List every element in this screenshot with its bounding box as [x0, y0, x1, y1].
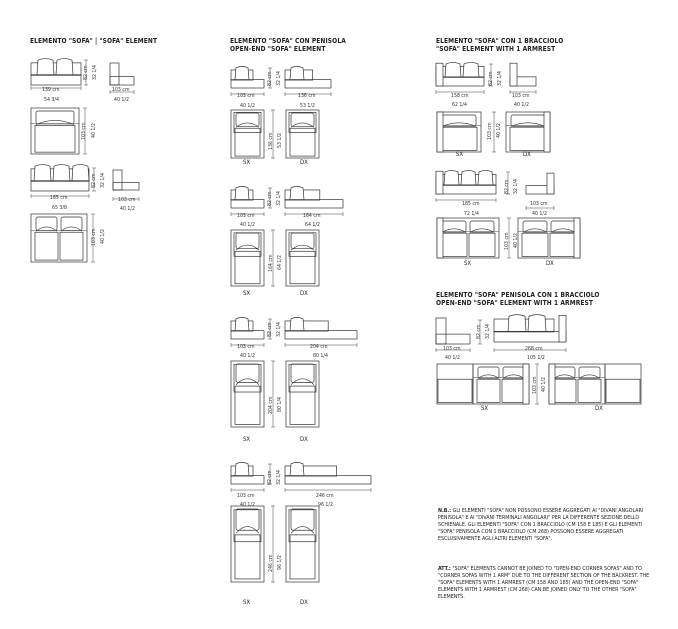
sofa-b-plan-seat — [35, 232, 58, 260]
pen-b-plan-sx-pillow — [236, 233, 259, 249]
dim-pen-b-width-in: 64 1/2 — [305, 222, 320, 228]
dim-br-a-width: 158 cm — [451, 93, 469, 99]
br-b-front-cushion — [478, 170, 493, 184]
dim-sofa-a-height-in: 32 1/4 — [92, 65, 98, 80]
dim-br-b-depth: 103 cm — [530, 201, 548, 207]
dim-pen-b-width: 164 cm — [303, 213, 321, 219]
label-br-b-sx: SX — [464, 260, 472, 267]
dim-pb-height: 82 cm — [476, 324, 482, 339]
dim-pen-d-plan-in: 96 1/2 — [277, 555, 283, 570]
dim-pb-height-in: 32 1/4 — [485, 324, 491, 339]
dim-sofa-b-depth-in: 40 1/2 — [120, 206, 135, 212]
pen-c-plan-sx-cushion — [236, 379, 259, 385]
sofa-b-plan-pillow — [61, 217, 82, 230]
pen-a-side-base — [231, 80, 264, 88]
pen-b-plan-sx-cushion — [236, 245, 259, 250]
br-a-plan-dx-arm — [544, 112, 550, 152]
dim-br-a-plan-in: 40 1/2 — [496, 123, 502, 138]
pb-front-arm — [559, 315, 566, 342]
dim-br-a-plan: 103 cm — [487, 122, 493, 140]
dim-br-b-height: 82 cm — [504, 179, 510, 194]
pb-plan-dx-arm — [549, 364, 555, 404]
dim-pb-depth: 103 cm — [443, 346, 461, 352]
dim-pen-d-plan: 246 cm — [268, 554, 274, 572]
pen-d-plan-sx-cush — [234, 510, 261, 542]
br-b-plan-sx-seat — [441, 233, 467, 256]
section-title-penisola-bracciolo-it: ELEMENTO "SOFA" PENISOLA CON 1 BRACCIOLO — [436, 291, 600, 299]
section-title-penisola-it: ELEMENTO "SOFA" CON PENISOLA — [230, 37, 346, 45]
pb-plan-sx-arm — [523, 364, 529, 404]
sofa-b-side-back — [113, 170, 122, 190]
pen-b-plan-dx-cush — [289, 233, 316, 257]
dim-sofa-b-height: 82 cm — [91, 173, 97, 188]
label-pen-c-dx: DX — [300, 436, 308, 443]
br-b-plan-sx-arm — [437, 218, 443, 258]
note-it-text: GLI ELEMENTI "SOFA" NON POSSONO ESSERE AGGREGATI AI "DIVANI ANGOLARI PENISOLA" E AI "DIVANI TERMINALI ANGOLARI" PER LA DIFFERENTE SEZIONE DELLO SCHIENALE. GLI ELEMENTI "SOFA" CON 1 BRACCIOLO (CM 158 E 185) E GLI ELEMENTI "SOFA" PENISOLA CON 1 BRACCIOLO (CM 268) POSSONO ESSERE AGGREGATI ESCLUSIVAMENTE AGLI ALTRI ELEMENTI "SOFA". — [438, 508, 644, 542]
dim-pen-a-width: 136 cm — [298, 93, 316, 99]
dim-pen-b-plan: 164 cm — [268, 254, 274, 272]
dim-pen-d-width: 246 cm — [316, 493, 334, 499]
br-a-plan-sx-seat — [441, 127, 477, 150]
pen-c-front-cushion — [290, 317, 304, 330]
pb-plan-dx-seat — [578, 379, 601, 402]
sofa-a-front-cushion — [56, 59, 73, 75]
label-pen-d-sx: SX — [243, 599, 251, 606]
dim-br-b-width: 185 cm — [462, 201, 480, 207]
br-b-plan-dx-seat — [550, 233, 576, 256]
pen-a-plan-sx-pillow — [236, 113, 259, 126]
pb-side-base — [436, 334, 470, 344]
dim-pen-b-height: 82 cm — [267, 191, 273, 206]
pb-plan-dx-outline — [549, 364, 605, 404]
pen-b-front-cushion — [290, 186, 304, 199]
br-a-front-arm — [436, 63, 443, 86]
section-title-bracciolo-en: "SOFA" ELEMENT WITH 1 ARMREST — [436, 45, 556, 53]
pen-a-side-cushion — [235, 66, 249, 79]
pen-a-plan-dx-cush — [289, 112, 316, 132]
dim-pen-c-width-in: 80 1/4 — [313, 353, 328, 359]
dim-pen-b-depth: 103 cm — [237, 213, 255, 219]
dim-pb-plan: 103 cm — [532, 376, 538, 394]
section-title-penisola-bracciolo-en: OPEN-END "SOFA" ELEMENT WITH 1 ARMREST — [436, 299, 594, 307]
dim-sofa-a-height: 82 cm — [83, 65, 89, 80]
dim-pen-a-depth-in: 40 1/2 — [240, 103, 255, 109]
dim-pen-a-depth: 103 cm — [237, 93, 255, 99]
pen-c-plan-dx-cush — [289, 364, 316, 392]
sofa-b-plan-seat — [60, 232, 83, 260]
section-title-sofa: ELEMENTO "SOFA" | "SOFA" ELEMENT — [30, 37, 158, 45]
dim-br-b-depth-in: 40 1/2 — [532, 211, 547, 217]
br-a-plan-dx-seat — [510, 127, 546, 150]
pen-c-plan-dx-pillow — [291, 364, 314, 382]
dim-sofa-a-depth-in: 40 1/2 — [114, 97, 129, 103]
dim-pen-b-height-in: 32 1/4 — [276, 191, 282, 206]
dim-br-a-height: 82 cm — [488, 71, 494, 86]
dim-br-a-depth-in: 40 1/2 — [514, 102, 529, 108]
pen-a-plan-dx-pillow — [291, 113, 314, 126]
dim-pen-a-plan-in: 53 1/2 — [277, 133, 283, 148]
pen-d-plan-dx-pillow — [291, 509, 314, 530]
dim-pen-c-plan-in: 80 1/4 — [277, 397, 283, 412]
dim-pb-plan-in: 40 1/2 — [541, 377, 547, 392]
br-b-plan-sx-seat — [469, 233, 495, 256]
br-a-plan-sx-outline — [437, 112, 481, 152]
br-b-side-arm — [547, 173, 554, 194]
pen-c-plan-dx-cushion — [291, 379, 314, 385]
dim-sofa-b-plan-depth: 103 cm — [91, 228, 97, 246]
dim-pb-width: 268 cm — [525, 346, 543, 352]
br-b-front-base — [436, 185, 496, 194]
sofa-a-side-base — [110, 77, 134, 85]
dim-pen-c-height: 82 cm — [267, 322, 273, 337]
note-en — [438, 566, 650, 601]
dim-sofa-b-depth: 103 cm — [118, 197, 136, 203]
note-en-label: ATT.: — [438, 566, 451, 572]
dim-sofa-b-plan-depth-in: 40 1/2 — [100, 229, 106, 244]
dim-br-a-depth: 103 cm — [512, 93, 530, 99]
dim-sofa-a-width: 139 cm — [42, 87, 60, 93]
pen-c-plan-sx-cush — [234, 364, 261, 392]
dim-br-a-height-in: 32 1/4 — [497, 71, 503, 86]
pen-d-plan-dx-cush — [289, 510, 316, 542]
br-a-plan-sx-arm — [437, 112, 443, 152]
dim-pen-a-width-in: 53 1/2 — [300, 103, 315, 109]
dim-sofa-b-width: 165 cm — [50, 195, 68, 201]
section-title-penisola-en: OPEN-END "SOFA" ELEMENT — [230, 45, 326, 53]
label-pb-sx: SX — [481, 405, 489, 412]
pen-c-side-cushion — [235, 317, 249, 330]
dim-pen-c-depth-in: 40 1/2 — [240, 353, 255, 359]
sofa-b-side-base — [113, 182, 139, 190]
br-a-side-arm — [510, 63, 517, 86]
br-b-plan-dx-outline — [518, 218, 580, 258]
pen-c-plan-sx-pillow — [236, 364, 259, 382]
dim-br-b-width-in: 72 1/4 — [464, 211, 479, 217]
note-en-text: "SOFA" ELEMENTS CANNOT BE JOINED TO "OPEN-END CORNER SOFAS" AND TO "CORNER SOFAS WITH 1 ARM" DUE TO THE DIFFERENT SECTION OF THE BACKREST. THE "SOFA" ELEMENTS WITH 1 ARMREST (CM 158 AND 185) AND THE OPEN-END "SOFA" ELEMENTS WITH 1 ARMREST (CM 268) CAN BE JOINED ONLY TO THE OTHER "SOFA" ELEMENTS. — [438, 566, 650, 600]
pb-plan-sx-open-outline — [437, 364, 473, 404]
dim-pen-a-plan: 136 cm — [268, 132, 274, 150]
section-title-bracciolo-it: ELEMENTO "SOFA" CON 1 BRACCIOLO — [436, 37, 564, 45]
dim-pen-a-height-in: 32 1/4 — [276, 71, 282, 86]
pb-front-base — [494, 331, 566, 342]
pen-d-front-cushion — [290, 462, 304, 475]
dim-pb-depth-in: 40 1/2 — [445, 355, 460, 361]
sofa-a-plan-pillow — [36, 111, 74, 124]
dim-sofa-a-width-in: 54 3/4 — [44, 97, 59, 103]
pb-plan-sx-outline — [473, 364, 529, 404]
pb-front-cushion — [528, 315, 546, 332]
pen-a-front-cushion — [290, 66, 304, 79]
br-b-front-cushion — [461, 170, 476, 184]
pb-plan-sx-seat — [477, 379, 500, 402]
label-pen-d-dx: DX — [300, 599, 308, 606]
sofa-a-front-base — [31, 75, 81, 85]
dim-sofa-a-depth: 103 cm — [112, 87, 130, 93]
pen-b-plan-dx-cushion — [291, 245, 314, 250]
pen-d-front-base — [285, 476, 371, 484]
dim-sofa-b-width-in: 65 3/8 — [52, 205, 67, 211]
pb-plan-dx-seat — [553, 379, 576, 402]
pb-side-back — [436, 318, 446, 344]
dim-pen-d-width-in: 96 1/2 — [318, 502, 333, 508]
dim-br-b-plan: 103 cm — [504, 232, 510, 250]
sofa-a-plan-outline — [31, 108, 79, 154]
note-it-label: N.B.: — [438, 508, 452, 514]
label-pen-a-sx: SX — [243, 159, 251, 166]
dim-pen-d-depth-in: 40 1/2 — [240, 502, 255, 508]
label-br-a-dx: DX — [523, 151, 531, 158]
label-pen-c-sx: SX — [243, 436, 251, 443]
pen-b-plan-dx-pillow — [291, 233, 314, 249]
dim-pen-d-height-in: 32 1/4 — [276, 470, 282, 485]
dim-br-b-height-in: 32 1/4 — [513, 179, 519, 194]
dim-pen-c-width: 204 cm — [310, 344, 328, 350]
dim-sofa-a-plan-depth: 103 cm — [81, 122, 87, 140]
sofa-b-front-cushion — [53, 165, 70, 181]
label-pen-b-dx: DX — [300, 290, 308, 297]
dim-br-b-plan-in: 40 1/2 — [513, 233, 519, 248]
pb-front-cushion — [508, 315, 526, 332]
sofa-a-side-back — [110, 63, 119, 85]
br-b-plan-dx-seat — [522, 233, 548, 256]
dim-sofa-b-height-in: 32 1/4 — [100, 173, 106, 188]
pen-a-front-base — [285, 80, 331, 88]
pen-d-side-base — [231, 476, 264, 484]
br-a-front-cushion — [445, 62, 461, 76]
dim-pen-c-depth: 103 cm — [237, 344, 255, 350]
sofa-b-front-cushion — [72, 165, 89, 181]
note-it — [438, 508, 650, 543]
sofa-b-front-cushion — [34, 165, 51, 181]
dim-pen-d-depth: 103 cm — [237, 493, 255, 499]
pen-a-plan-sx-cush — [234, 112, 261, 132]
label-br-b-dx: DX — [546, 260, 554, 267]
sofa-a-front-cushion — [37, 59, 54, 75]
br-b-front-arm — [436, 171, 443, 194]
label-br-a-sx: SX — [456, 151, 464, 158]
pen-d-side-cushion — [235, 462, 249, 475]
dim-pen-c-plan: 204 cm — [268, 396, 274, 414]
pen-b-plan-sx-cush — [234, 233, 261, 257]
br-b-plan-dx-arm — [574, 218, 580, 258]
pen-c-side-base — [231, 331, 264, 339]
pb-plan-dx-open-seat — [606, 379, 640, 402]
dim-br-a-width-in: 62 1/4 — [452, 102, 467, 108]
br-a-plan-dx-outline — [506, 112, 550, 152]
label-pen-a-dx: DX — [300, 159, 308, 166]
pb-plan-dx-open-outline — [605, 364, 641, 404]
pb-plan-sx-open-seat — [438, 379, 472, 402]
dim-pen-b-plan-in: 64 1/2 — [277, 255, 283, 270]
sofa-a-plan-seat — [35, 125, 75, 152]
sofa-b-front-base — [31, 181, 89, 191]
label-pen-b-sx: SX — [243, 290, 251, 297]
pen-d-plan-sx-pillow — [236, 509, 259, 530]
pen-b-front-base — [285, 200, 343, 208]
sofa-b-plan-pillow — [36, 217, 57, 230]
br-a-front-cushion — [463, 62, 479, 76]
dim-pen-d-height: 82 cm — [267, 470, 273, 485]
dim-pb-width-in: 105 1/2 — [527, 355, 545, 361]
dim-pen-b-depth-in: 40 1/2 — [240, 222, 255, 228]
pen-b-side-cushion — [235, 186, 249, 199]
sofa-b-plan-outline — [31, 214, 87, 262]
dim-pen-c-height-in: 32 1/4 — [276, 322, 282, 337]
dim-sofa-a-plan-depth-in: 40 1/2 — [91, 123, 97, 138]
pb-plan-sx-seat — [502, 379, 525, 402]
pen-c-front-base — [285, 331, 357, 339]
dim-pen-a-height: 82 cm — [267, 71, 273, 86]
label-pb-dx: DX — [595, 405, 603, 412]
pen-b-side-base — [231, 200, 264, 208]
br-b-plan-sx-outline — [437, 218, 499, 258]
br-b-front-cushion — [444, 170, 459, 184]
